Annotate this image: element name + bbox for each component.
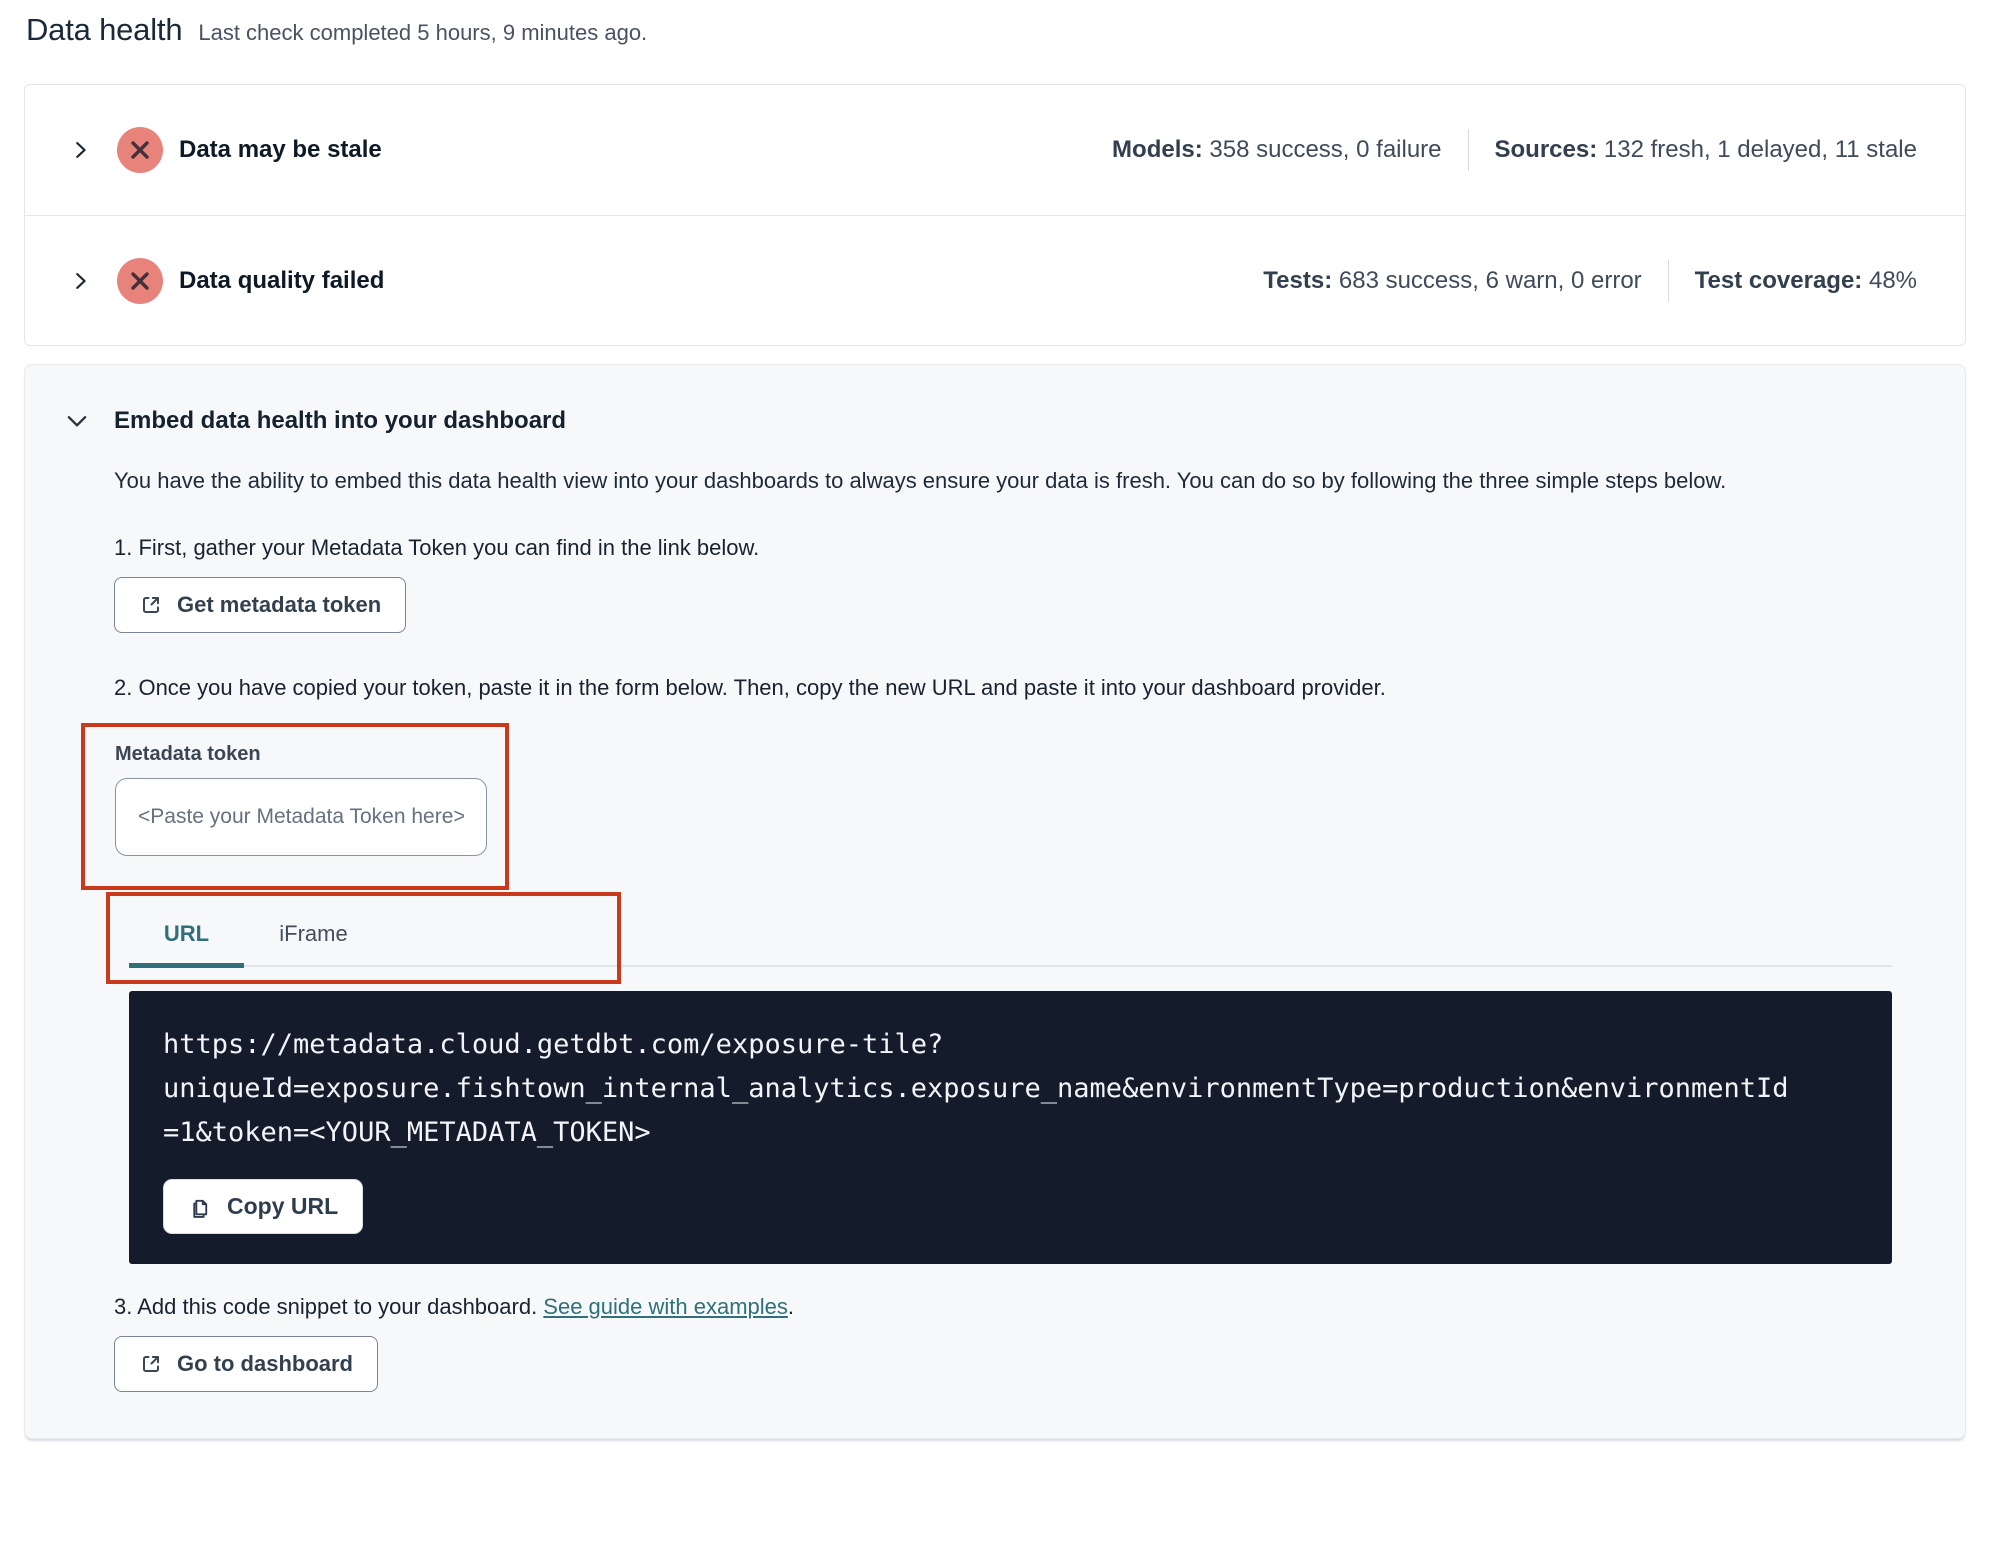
stats-divider — [1468, 129, 1469, 171]
chevron-right-icon[interactable] — [69, 270, 91, 292]
step-2-instruction: 2. Once you have copied your token, paste it in the form below. Then, copy the new URL and paste it into your dashboard provider. — [114, 675, 1386, 700]
copy-url-button[interactable] — [163, 1179, 363, 1234]
embed-url-line: uniqueId=exposure.fishtown_internal_analytics.exposure_name&environmentType=production&environmentId — [163, 1073, 1789, 1104]
embed-url-line: https://metadata.cloud.getdbt.com/exposure-tile? — [163, 1029, 944, 1060]
status-row-stale[interactable] — [25, 85, 1965, 215]
step-3-text: 3. Add this code snippet to your dashboard. — [114, 1294, 544, 1319]
get-metadata-token-label: Get metadata token — [177, 592, 382, 617]
tabs-row — [129, 900, 1892, 967]
page-title: Data health — [26, 12, 183, 47]
copy-icon — [188, 1194, 213, 1219]
page-header — [24, 12, 1966, 48]
embed-url-code-block — [129, 991, 1892, 1264]
step-3-period: . — [787, 1294, 795, 1319]
status-row-stats — [1112, 129, 1917, 171]
go-to-dashboard-button[interactable] — [114, 1336, 378, 1392]
status-row-stats — [1263, 260, 1917, 302]
external-link-icon — [139, 1352, 163, 1376]
stat-models: Models: 358 success, 0 failure — [1112, 136, 1442, 163]
embed-panel — [24, 364, 1966, 1439]
step-1-instruction: 1. First, gather your Metadata Token you can find in the link below. — [114, 535, 760, 560]
tab-iframe[interactable]: iFrame — [279, 921, 348, 946]
guide-link[interactable]: See guide with examples — [543, 1294, 788, 1319]
embed-panel-title: Embed data health into your dashboard — [114, 407, 567, 434]
stat-test-coverage: Test coverage: 48% — [1694, 266, 1917, 294]
stat-sources: Sources: 132 fresh, 1 delayed, 11 stale — [1494, 136, 1917, 163]
chevron-right-icon[interactable] — [69, 139, 91, 161]
error-x-circle-icon — [117, 127, 163, 173]
status-row-header — [69, 127, 382, 173]
tab-url[interactable]: URL — [129, 900, 244, 968]
stats-divider — [1668, 260, 1669, 302]
embed-panel-header[interactable] — [64, 407, 1892, 435]
token-field-annotation-box — [81, 723, 509, 890]
status-card — [24, 84, 1966, 346]
status-row-quality[interactable] — [25, 215, 1965, 345]
copy-url-label: Copy URL — [227, 1193, 339, 1219]
go-to-dashboard-label: Go to dashboard — [177, 1351, 353, 1376]
error-x-circle-icon — [117, 258, 163, 304]
embed-description: You have the ability to embed this data health view into your dashboards to always ensure your data is fresh. You can do so by following the three simple steps below. — [114, 468, 1727, 493]
external-link-icon — [139, 593, 163, 617]
embed-url-line: =1&token=<YOUR_METADATA_TOKEN> — [163, 1117, 651, 1148]
metadata-token-label: Metadata token — [115, 743, 261, 765]
metadata-token-input[interactable] — [115, 778, 487, 856]
status-row-header — [69, 258, 384, 304]
get-metadata-token-button[interactable] — [114, 577, 406, 633]
last-check-status: Last check completed 5 hours, 9 minutes ago. — [198, 20, 648, 45]
status-row-title: Data quality failed — [179, 266, 385, 294]
status-row-title: Data may be stale — [179, 136, 382, 163]
stat-tests: Tests: 683 success, 6 warn, 0 error — [1263, 266, 1642, 294]
chevron-down-icon[interactable] — [64, 408, 90, 434]
step-3-instruction — [114, 1294, 1892, 1320]
embed-output-tabs — [104, 900, 1892, 967]
